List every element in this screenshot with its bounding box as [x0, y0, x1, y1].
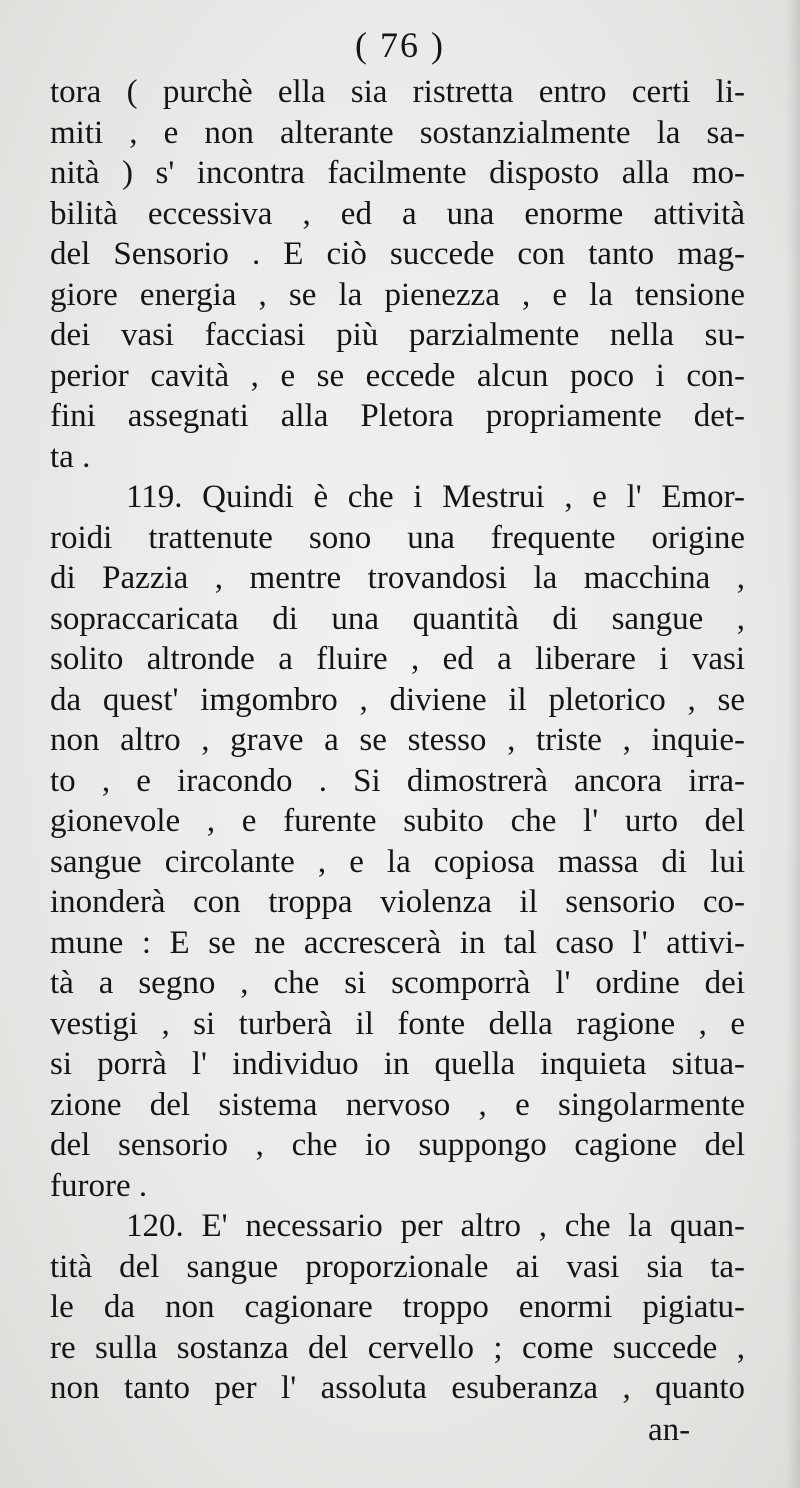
text-line: le da non cagionare troppo enormi pigiatu- — [50, 1289, 745, 1325]
text-line: tora ( purchè ella sia ristretta entro certi li- — [50, 74, 745, 110]
text-line: inonderà con troppa violenza il sensorio co- — [50, 884, 745, 920]
text-line: sangue circolante , e la copiosa massa di lui — [50, 843, 745, 880]
text-line: tà a segno , che si scomporrà l' ordine dei — [50, 965, 745, 1001]
text-line: gionevole , e furente subito che l' urto del — [50, 803, 745, 839]
text-line: solito altronde a fluire , ed a liberare i vasi — [50, 641, 745, 677]
text-line: mune : E se ne accrescerà in tal caso l' attivi- — [50, 924, 745, 961]
text-line: bilità eccessiva , ed a una enorme attività — [50, 195, 745, 232]
text-line: ta . — [50, 438, 91, 475]
text-line: fini assegnati alla Pletora propriamente det- — [50, 398, 745, 434]
page-number: ( 76 ) — [355, 25, 445, 65]
text-line: da quest' imgombro , diviene il pletorico , se — [50, 681, 745, 718]
text-line: miti , e non alterante sostanzialmente la sa- — [50, 114, 745, 151]
text-line: vestigi , si turberà il fonte della ragione , e — [50, 1005, 745, 1042]
text-line: to , e iracondo . Si dimostrerà ancora irra- — [50, 762, 745, 799]
page-edge-shadow — [786, 0, 800, 1488]
text-line: tità del sangue proporzionale ai vasi sia ta- — [50, 1248, 745, 1285]
text-line: dei vasi facciasi più parzialmente nella su- — [50, 317, 745, 353]
text-line: sopraccaricata di una quantità di sangue , — [50, 600, 745, 637]
paragraph-120-first-line: 120. E' necessario per altro , che la quan- — [126, 1208, 745, 1244]
body-text — [50, 72, 745, 1409]
text-line: nità ) s' incontra facilmente disposto alla mo- — [50, 155, 745, 191]
text-line: non tanto per l' assoluta esuberanza , quanto — [50, 1370, 745, 1406]
text-line: di Pazzia , mentre trovandosi la macchina , — [50, 560, 745, 596]
text-line: re sulla sostanza del cervello ; come succede , — [50, 1329, 745, 1366]
text-line: del sensorio , che io suppongo cagione del — [50, 1127, 745, 1163]
text-line: perior cavità , e se eccede alcun poco i con- — [50, 357, 745, 394]
text-line: si porrà l' individuo in quella inquieta situa- — [50, 1046, 745, 1082]
text-line: giore energia , se la pienezza , e la tensione — [50, 276, 745, 313]
text-line: furore . — [50, 1167, 148, 1204]
text-line: del Sensorio . E ciò succede con tanto mag- — [50, 236, 745, 272]
catchword: an- — [648, 1412, 691, 1448]
text-line: roidi trattenute sono una frequente origine — [50, 519, 745, 556]
paragraph-119-first-line: 119. Quindi è che i Mestrui , e l' Emor- — [126, 479, 745, 515]
text-line: non altro , grave a se stesso , triste , inquie- — [50, 722, 745, 758]
text-line: zione del sistema nervoso , e singolarmente — [50, 1086, 745, 1123]
